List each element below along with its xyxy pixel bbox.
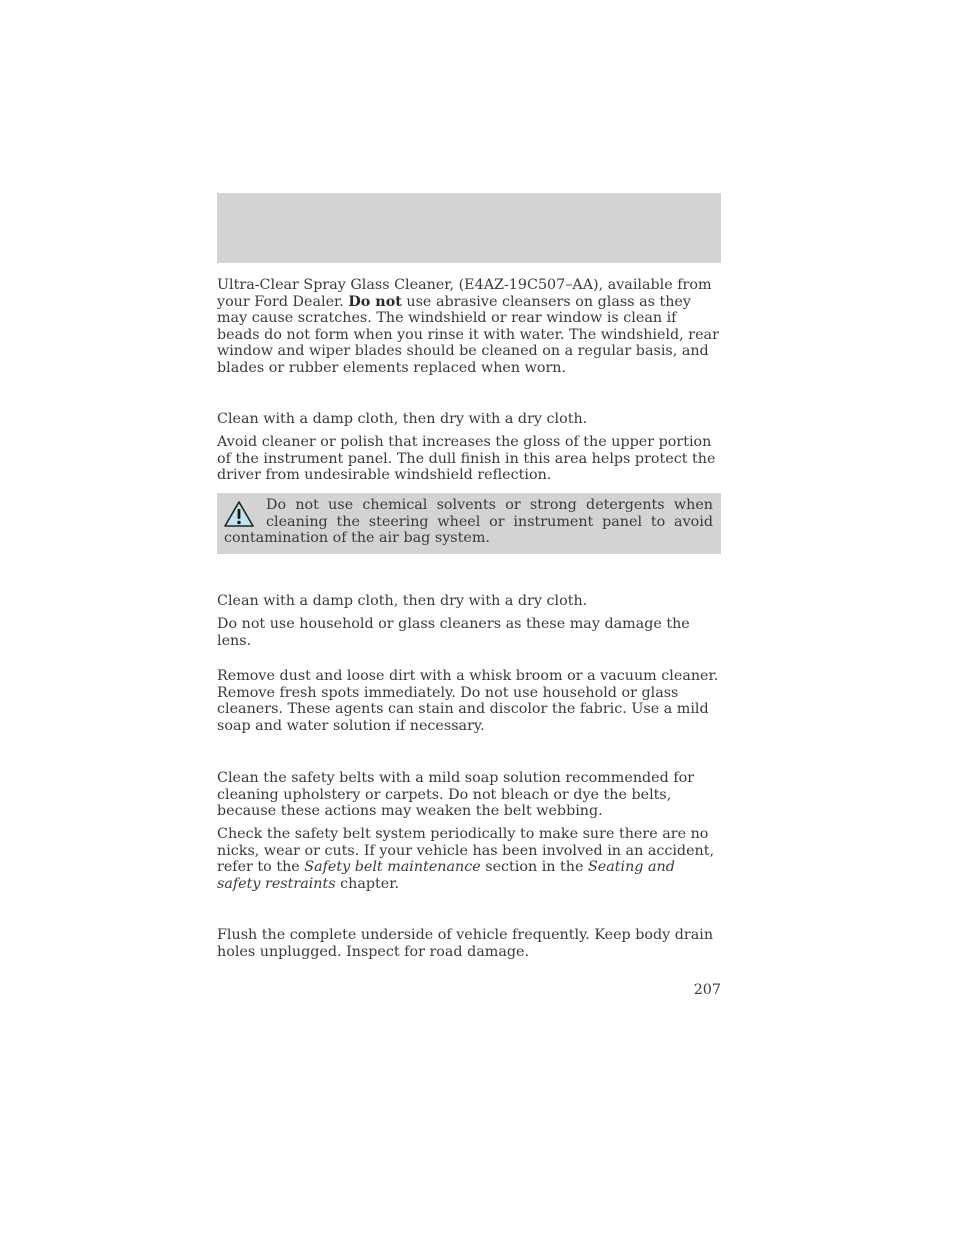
warning-box <box>217 493 721 554</box>
do-not-emphasis: Do not <box>348 293 402 310</box>
warning-text: Do not use chemical solvents or strong detergents when cleaning the steering wheel or instrument panel to avoid contamination of the air bag system. <box>224 497 713 546</box>
safety-belts-paragraph-1: Clean the safety belts with a mild soap solution recommended for cleaning upholstery or carpets. Do not bleach or dye the belts, because these actions may weaken the belt webbing. <box>217 770 695 819</box>
warning-text-block <box>224 497 713 547</box>
belts-text-c: chapter. <box>335 875 400 892</box>
underbody-paragraph: Flush the complete underside of vehicle frequently. Keep body drain holes unplugged. Inspect for road damage. <box>217 927 714 960</box>
interior-trim-paragraph: Remove dust and loose dirt with a whisk broom or a vacuum cleaner. Remove fresh spots immediately. Do not use household or glass cleaners. These agents can stain and discolor the fabric. Use a mild soap and water solution if necessary. <box>217 668 719 734</box>
cluster-lens-paragraph-2: Do not use household or glass cleaners as these may damage the lens. <box>217 616 690 649</box>
belts-text-a: Check the safety belt system periodically to make sure there are no nicks, wear or cuts. If your vehicle has been involved in an accident, refer to the <box>217 826 715 875</box>
cluster-lens-paragraph-1: Clean with a damp cloth, then dry with a dry cloth. <box>217 593 588 609</box>
seating-restraints-reference: Seating and safety restraints <box>217 859 675 892</box>
page-number: 207 <box>693 982 721 998</box>
belts-text-b: section in the <box>480 859 588 875</box>
instrument-panel-paragraph-2: Avoid cleaner or polish that increases the gloss of the upper portion of the instrument panel. The dull finish in this area helps protect the driver from undesirable windshield reflection. <box>217 434 716 483</box>
safety-belt-maintenance-reference: Safety belt maintenance <box>304 859 481 875</box>
safety-belts-paragraph-2 <box>217 826 721 892</box>
glass-text-prefix: Ultra-Clear Spray Glass Cleaner, (E4AZ-19C507–AA), available from your Ford Dealer. <box>217 277 712 310</box>
glass-text-suffix: use abrasive cleansers on glass as they may cause scratches. The windshield or rear window is clean if beads do not form when you rinse it with water. The windshield, rear window and wiper blades should be cleaned on a regular basis, and blades or rubber elements replaced when worn. <box>217 293 719 376</box>
instrument-panel-paragraph-1: Clean with a damp cloth, then dry with a dry cloth. <box>217 411 588 427</box>
glass-cleaning-paragraph <box>217 277 721 376</box>
section-header-band <box>217 193 721 263</box>
